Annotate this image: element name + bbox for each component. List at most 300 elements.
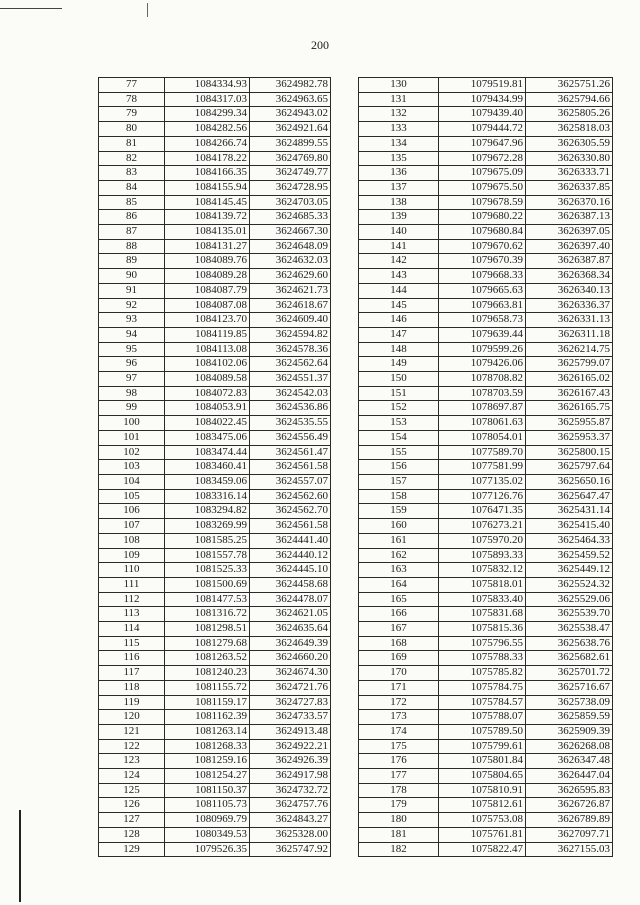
point-number-cell: 131	[359, 92, 439, 107]
x-coordinate-cell: 1079647.96	[439, 136, 526, 151]
point-number-cell: 136	[359, 166, 439, 181]
x-coordinate-cell: 1079434.99	[439, 92, 526, 107]
table-row	[359, 401, 613, 416]
y-coordinate-cell: 3625909.39	[526, 724, 613, 739]
y-coordinate-cell: 3625797.64	[526, 460, 613, 475]
table-row	[359, 504, 613, 519]
x-coordinate-cell: 1079678.59	[439, 195, 526, 210]
point-number-cell: 154	[359, 430, 439, 445]
y-coordinate-cell: 3626165.02	[526, 372, 613, 387]
y-coordinate-cell: 3625818.03	[526, 122, 613, 137]
table-row	[99, 107, 331, 122]
x-coordinate-cell: 1083269.99	[165, 519, 250, 534]
point-number-cell: 175	[359, 739, 439, 754]
table-row	[99, 724, 331, 739]
point-number-cell: 126	[99, 798, 165, 813]
table-row	[359, 298, 613, 313]
y-coordinate-cell: 3626167.43	[526, 386, 613, 401]
point-number-cell: 89	[99, 254, 165, 269]
table-row	[359, 122, 613, 137]
point-number-cell: 146	[359, 313, 439, 328]
x-coordinate-cell: 1075818.01	[439, 577, 526, 592]
x-coordinate-cell: 1075785.82	[439, 666, 526, 681]
y-coordinate-cell: 3626305.59	[526, 136, 613, 151]
point-number-cell: 141	[359, 239, 439, 254]
point-number-cell: 85	[99, 195, 165, 210]
point-number-cell: 108	[99, 533, 165, 548]
point-number-cell: 98	[99, 386, 165, 401]
y-coordinate-cell: 3624618.67	[250, 298, 331, 313]
point-number-cell: 93	[99, 313, 165, 328]
y-coordinate-cell: 3626331.13	[526, 313, 613, 328]
table-row	[99, 563, 331, 578]
table-row	[99, 357, 331, 372]
top-tick-mark	[147, 3, 148, 17]
table-row	[359, 225, 613, 240]
table-row	[359, 666, 613, 681]
x-coordinate-cell: 1077126.76	[439, 489, 526, 504]
table-row	[99, 327, 331, 342]
x-coordinate-cell: 1079663.81	[439, 298, 526, 313]
y-coordinate-cell: 3625459.52	[526, 548, 613, 563]
point-number-cell: 166	[359, 607, 439, 622]
y-coordinate-cell: 3624649.39	[250, 636, 331, 651]
table-row	[99, 283, 331, 298]
y-coordinate-cell: 3626268.08	[526, 739, 613, 754]
y-coordinate-cell: 3624609.40	[250, 313, 331, 328]
table-row	[99, 783, 331, 798]
table-row	[99, 504, 331, 519]
x-coordinate-cell: 1079444.72	[439, 122, 526, 137]
table-row	[99, 298, 331, 313]
table-row	[359, 842, 613, 857]
y-coordinate-cell: 3626347.48	[526, 754, 613, 769]
point-number-cell: 132	[359, 107, 439, 122]
y-coordinate-cell: 3624660.20	[250, 651, 331, 666]
x-coordinate-cell: 1079675.09	[439, 166, 526, 181]
y-coordinate-cell: 3625464.33	[526, 533, 613, 548]
x-coordinate-cell: 1083460.41	[165, 460, 250, 475]
point-number-cell: 99	[99, 401, 165, 416]
point-number-cell: 152	[359, 401, 439, 416]
x-coordinate-cell: 1081557.78	[165, 548, 250, 563]
y-coordinate-cell: 3625955.87	[526, 416, 613, 431]
table-row	[359, 783, 613, 798]
table-row	[99, 78, 331, 93]
point-number-cell: 160	[359, 519, 439, 534]
y-coordinate-cell: 3624629.60	[250, 269, 331, 284]
x-coordinate-cell: 1075784.75	[439, 680, 526, 695]
table-row	[99, 269, 331, 284]
point-number-cell: 148	[359, 342, 439, 357]
x-coordinate-cell: 1081105.73	[165, 798, 250, 813]
x-coordinate-cell: 1081525.33	[165, 563, 250, 578]
y-coordinate-cell: 3625751.26	[526, 78, 613, 93]
point-number-cell: 117	[99, 666, 165, 681]
y-coordinate-cell: 3625431.14	[526, 504, 613, 519]
x-coordinate-cell: 1079680.84	[439, 225, 526, 240]
table-row	[359, 680, 613, 695]
y-coordinate-cell: 3624982.78	[250, 78, 331, 93]
x-coordinate-cell: 1075761.81	[439, 827, 526, 842]
point-number-cell: 157	[359, 474, 439, 489]
x-coordinate-cell: 1075799.61	[439, 739, 526, 754]
point-number-cell: 82	[99, 151, 165, 166]
y-coordinate-cell: 3624703.05	[250, 195, 331, 210]
point-number-cell: 128	[99, 827, 165, 842]
table-row	[99, 636, 331, 651]
x-coordinate-cell: 1081150.37	[165, 783, 250, 798]
x-coordinate-cell: 1083474.44	[165, 445, 250, 460]
point-number-cell: 170	[359, 666, 439, 681]
point-number-cell: 81	[99, 136, 165, 151]
y-coordinate-cell: 3624458.68	[250, 577, 331, 592]
x-coordinate-cell: 1081259.16	[165, 754, 250, 769]
point-number-cell: 79	[99, 107, 165, 122]
point-number-cell: 162	[359, 548, 439, 563]
point-number-cell: 167	[359, 622, 439, 637]
table-row	[359, 283, 613, 298]
y-coordinate-cell: 3624621.05	[250, 607, 331, 622]
table-row	[99, 166, 331, 181]
table-row	[99, 827, 331, 842]
table-row	[99, 548, 331, 563]
point-number-cell: 168	[359, 636, 439, 651]
x-coordinate-cell: 1075801.84	[439, 754, 526, 769]
point-number-cell: 140	[359, 225, 439, 240]
x-coordinate-cell: 1075796.55	[439, 636, 526, 651]
table-row	[359, 695, 613, 710]
y-coordinate-cell: 3625539.70	[526, 607, 613, 622]
point-number-cell: 143	[359, 269, 439, 284]
table-row	[99, 122, 331, 137]
table-row	[99, 254, 331, 269]
x-coordinate-cell: 1084135.01	[165, 225, 250, 240]
point-number-cell: 120	[99, 710, 165, 725]
table-row	[99, 592, 331, 607]
y-coordinate-cell: 3624732.72	[250, 783, 331, 798]
y-coordinate-cell: 3626337.85	[526, 180, 613, 195]
table-row	[359, 239, 613, 254]
point-number-cell: 165	[359, 592, 439, 607]
table-row	[99, 372, 331, 387]
y-coordinate-cell: 3626336.37	[526, 298, 613, 313]
y-coordinate-cell: 3626726.87	[526, 798, 613, 813]
x-coordinate-cell: 1080969.79	[165, 813, 250, 828]
table-row	[359, 210, 613, 225]
x-coordinate-cell: 1084145.45	[165, 195, 250, 210]
table-row	[359, 254, 613, 269]
table-row	[99, 313, 331, 328]
coordinates-table-right	[358, 77, 613, 857]
table-row	[359, 769, 613, 784]
table-row	[99, 210, 331, 225]
x-coordinate-cell: 1084087.79	[165, 283, 250, 298]
x-coordinate-cell: 1079439.40	[439, 107, 526, 122]
y-coordinate-cell: 3624561.58	[250, 460, 331, 475]
table-row	[359, 622, 613, 637]
y-coordinate-cell: 3624557.07	[250, 474, 331, 489]
x-coordinate-cell: 1077581.99	[439, 460, 526, 475]
x-coordinate-cell: 1078061.63	[439, 416, 526, 431]
y-coordinate-cell: 3626447.04	[526, 769, 613, 784]
y-coordinate-cell: 3624721.76	[250, 680, 331, 695]
x-coordinate-cell: 1079680.22	[439, 210, 526, 225]
point-number-cell: 91	[99, 283, 165, 298]
point-number-cell: 112	[99, 592, 165, 607]
table-row	[359, 798, 613, 813]
y-coordinate-cell: 3625799.07	[526, 357, 613, 372]
x-coordinate-cell: 1079426.06	[439, 357, 526, 372]
x-coordinate-cell: 1079519.81	[439, 78, 526, 93]
table-row	[99, 695, 331, 710]
x-coordinate-cell: 1081316.72	[165, 607, 250, 622]
point-number-cell: 114	[99, 622, 165, 637]
table-row	[359, 151, 613, 166]
table-row	[99, 666, 331, 681]
table-row	[359, 827, 613, 842]
x-coordinate-cell: 1079526.35	[165, 842, 250, 857]
point-number-cell: 92	[99, 298, 165, 313]
point-number-cell: 119	[99, 695, 165, 710]
x-coordinate-cell: 1079675.50	[439, 180, 526, 195]
x-coordinate-cell: 1081585.25	[165, 533, 250, 548]
y-coordinate-cell: 3624556.49	[250, 430, 331, 445]
x-coordinate-cell: 1081263.14	[165, 724, 250, 739]
table-row	[99, 151, 331, 166]
point-number-cell: 172	[359, 695, 439, 710]
point-number-cell: 86	[99, 210, 165, 225]
table-row	[359, 269, 613, 284]
page-number: 200	[311, 38, 329, 52]
x-coordinate-cell: 1084139.72	[165, 210, 250, 225]
y-coordinate-cell: 3624440.12	[250, 548, 331, 563]
y-coordinate-cell: 3626387.13	[526, 210, 613, 225]
point-number-cell: 80	[99, 122, 165, 137]
point-number-cell: 121	[99, 724, 165, 739]
point-number-cell: 161	[359, 533, 439, 548]
point-number-cell: 130	[359, 78, 439, 93]
y-coordinate-cell: 3626387.87	[526, 254, 613, 269]
left-margin-bar	[19, 810, 21, 902]
y-coordinate-cell: 3625794.66	[526, 92, 613, 107]
y-coordinate-cell: 3625747.92	[250, 842, 331, 857]
table-row	[359, 636, 613, 651]
x-coordinate-cell: 1081155.72	[165, 680, 250, 695]
table-row	[359, 92, 613, 107]
point-number-cell: 164	[359, 577, 439, 592]
table-row	[99, 519, 331, 534]
y-coordinate-cell: 3624632.03	[250, 254, 331, 269]
point-number-cell: 111	[99, 577, 165, 592]
table-row	[359, 107, 613, 122]
x-coordinate-cell: 1081263.52	[165, 651, 250, 666]
y-coordinate-cell: 3624917.98	[250, 769, 331, 784]
point-number-cell: 109	[99, 548, 165, 563]
point-number-cell: 151	[359, 386, 439, 401]
y-coordinate-cell: 3624562.60	[250, 489, 331, 504]
point-number-cell: 123	[99, 754, 165, 769]
x-coordinate-cell: 1075970.20	[439, 533, 526, 548]
point-number-cell: 155	[359, 445, 439, 460]
table-row	[359, 519, 613, 534]
point-number-cell: 177	[359, 769, 439, 784]
table-row	[359, 460, 613, 475]
point-number-cell: 182	[359, 842, 439, 857]
table-row	[99, 607, 331, 622]
point-number-cell: 149	[359, 357, 439, 372]
y-coordinate-cell: 3624441.40	[250, 533, 331, 548]
x-coordinate-cell: 1079665.63	[439, 283, 526, 298]
table-row	[99, 842, 331, 857]
x-coordinate-cell: 1078703.59	[439, 386, 526, 401]
point-number-cell: 102	[99, 445, 165, 460]
table-row	[99, 136, 331, 151]
point-number-cell: 88	[99, 239, 165, 254]
y-coordinate-cell: 3624478.07	[250, 592, 331, 607]
table-row	[99, 533, 331, 548]
x-coordinate-cell: 1075832.12	[439, 563, 526, 578]
table-row	[99, 342, 331, 357]
y-coordinate-cell: 3626397.40	[526, 239, 613, 254]
table-row	[99, 474, 331, 489]
y-coordinate-cell: 3625716.67	[526, 680, 613, 695]
x-coordinate-cell: 1081268.33	[165, 739, 250, 754]
y-coordinate-cell: 3624769.80	[250, 151, 331, 166]
table-row	[99, 460, 331, 475]
y-coordinate-cell: 3624536.86	[250, 401, 331, 416]
y-coordinate-cell: 3626789.89	[526, 813, 613, 828]
y-coordinate-cell: 3624667.30	[250, 225, 331, 240]
y-coordinate-cell: 3626340.13	[526, 283, 613, 298]
table-row	[99, 401, 331, 416]
point-number-cell: 127	[99, 813, 165, 828]
table-row	[99, 680, 331, 695]
point-number-cell: 171	[359, 680, 439, 695]
point-number-cell: 97	[99, 372, 165, 387]
y-coordinate-cell: 3624648.09	[250, 239, 331, 254]
point-number-cell: 137	[359, 180, 439, 195]
y-coordinate-cell: 3626595.83	[526, 783, 613, 798]
x-coordinate-cell: 1084102.06	[165, 357, 250, 372]
point-number-cell: 181	[359, 827, 439, 842]
table-row	[359, 327, 613, 342]
table-row	[99, 430, 331, 445]
table-row	[99, 622, 331, 637]
table-row	[359, 754, 613, 769]
y-coordinate-cell: 3624635.64	[250, 622, 331, 637]
table-row	[359, 357, 613, 372]
x-coordinate-cell: 1084053.91	[165, 401, 250, 416]
y-coordinate-cell: 3624749.77	[250, 166, 331, 181]
y-coordinate-cell: 3626397.05	[526, 225, 613, 240]
x-coordinate-cell: 1084123.70	[165, 313, 250, 328]
y-coordinate-cell: 3624562.64	[250, 357, 331, 372]
x-coordinate-cell: 1075822.47	[439, 842, 526, 857]
point-number-cell: 101	[99, 430, 165, 445]
point-number-cell: 115	[99, 636, 165, 651]
y-coordinate-cell: 3626368.34	[526, 269, 613, 284]
y-coordinate-cell: 3624561.58	[250, 519, 331, 534]
y-coordinate-cell: 3624621.73	[250, 283, 331, 298]
point-number-cell: 78	[99, 92, 165, 107]
point-number-cell: 173	[359, 710, 439, 725]
y-coordinate-cell: 3625638.76	[526, 636, 613, 651]
point-number-cell: 142	[359, 254, 439, 269]
x-coordinate-cell: 1083475.06	[165, 430, 250, 445]
y-coordinate-cell: 3624578.36	[250, 342, 331, 357]
table-row	[359, 445, 613, 460]
x-coordinate-cell: 1084299.34	[165, 107, 250, 122]
point-number-cell: 176	[359, 754, 439, 769]
x-coordinate-cell: 1075833.40	[439, 592, 526, 607]
y-coordinate-cell: 3626333.71	[526, 166, 613, 181]
point-number-cell: 95	[99, 342, 165, 357]
table-row	[359, 548, 613, 563]
x-coordinate-cell: 1084131.27	[165, 239, 250, 254]
x-coordinate-cell: 1084022.45	[165, 416, 250, 431]
point-number-cell: 106	[99, 504, 165, 519]
x-coordinate-cell: 1079670.39	[439, 254, 526, 269]
x-coordinate-cell: 1081477.53	[165, 592, 250, 607]
y-coordinate-cell: 3624445.10	[250, 563, 331, 578]
table-row	[99, 180, 331, 195]
x-coordinate-cell: 1081279.68	[165, 636, 250, 651]
x-coordinate-cell: 1084089.76	[165, 254, 250, 269]
point-number-cell: 83	[99, 166, 165, 181]
x-coordinate-cell: 1079639.44	[439, 327, 526, 342]
point-number-cell: 105	[99, 489, 165, 504]
point-number-cell: 150	[359, 372, 439, 387]
table-row	[99, 710, 331, 725]
x-coordinate-cell: 1084113.08	[165, 342, 250, 357]
table-row	[99, 195, 331, 210]
y-coordinate-cell: 3624733.57	[250, 710, 331, 725]
point-number-cell: 178	[359, 783, 439, 798]
y-coordinate-cell: 3625449.12	[526, 563, 613, 578]
y-coordinate-cell: 3624963.65	[250, 92, 331, 107]
y-coordinate-cell: 3625415.40	[526, 519, 613, 534]
table-row	[359, 78, 613, 93]
table-row	[359, 651, 613, 666]
y-coordinate-cell: 3624922.21	[250, 739, 331, 754]
y-coordinate-cell: 3624561.47	[250, 445, 331, 460]
table-row	[99, 445, 331, 460]
table-row	[359, 724, 613, 739]
y-coordinate-cell: 3624943.02	[250, 107, 331, 122]
y-coordinate-cell: 3624727.83	[250, 695, 331, 710]
x-coordinate-cell: 1081162.39	[165, 710, 250, 725]
y-coordinate-cell: 3625682.61	[526, 651, 613, 666]
table-row	[359, 372, 613, 387]
point-number-cell: 135	[359, 151, 439, 166]
y-coordinate-cell: 3624757.76	[250, 798, 331, 813]
x-coordinate-cell: 1081298.51	[165, 622, 250, 637]
point-number-cell: 84	[99, 180, 165, 195]
table-row	[359, 416, 613, 431]
table-row	[359, 577, 613, 592]
point-number-cell: 96	[99, 357, 165, 372]
table-row	[359, 739, 613, 754]
table-row	[359, 813, 613, 828]
x-coordinate-cell: 1075788.33	[439, 651, 526, 666]
x-coordinate-cell: 1083294.82	[165, 504, 250, 519]
table-row	[99, 416, 331, 431]
x-coordinate-cell: 1075789.50	[439, 724, 526, 739]
x-coordinate-cell: 1081159.17	[165, 695, 250, 710]
x-coordinate-cell: 1081500.69	[165, 577, 250, 592]
table-row	[359, 563, 613, 578]
